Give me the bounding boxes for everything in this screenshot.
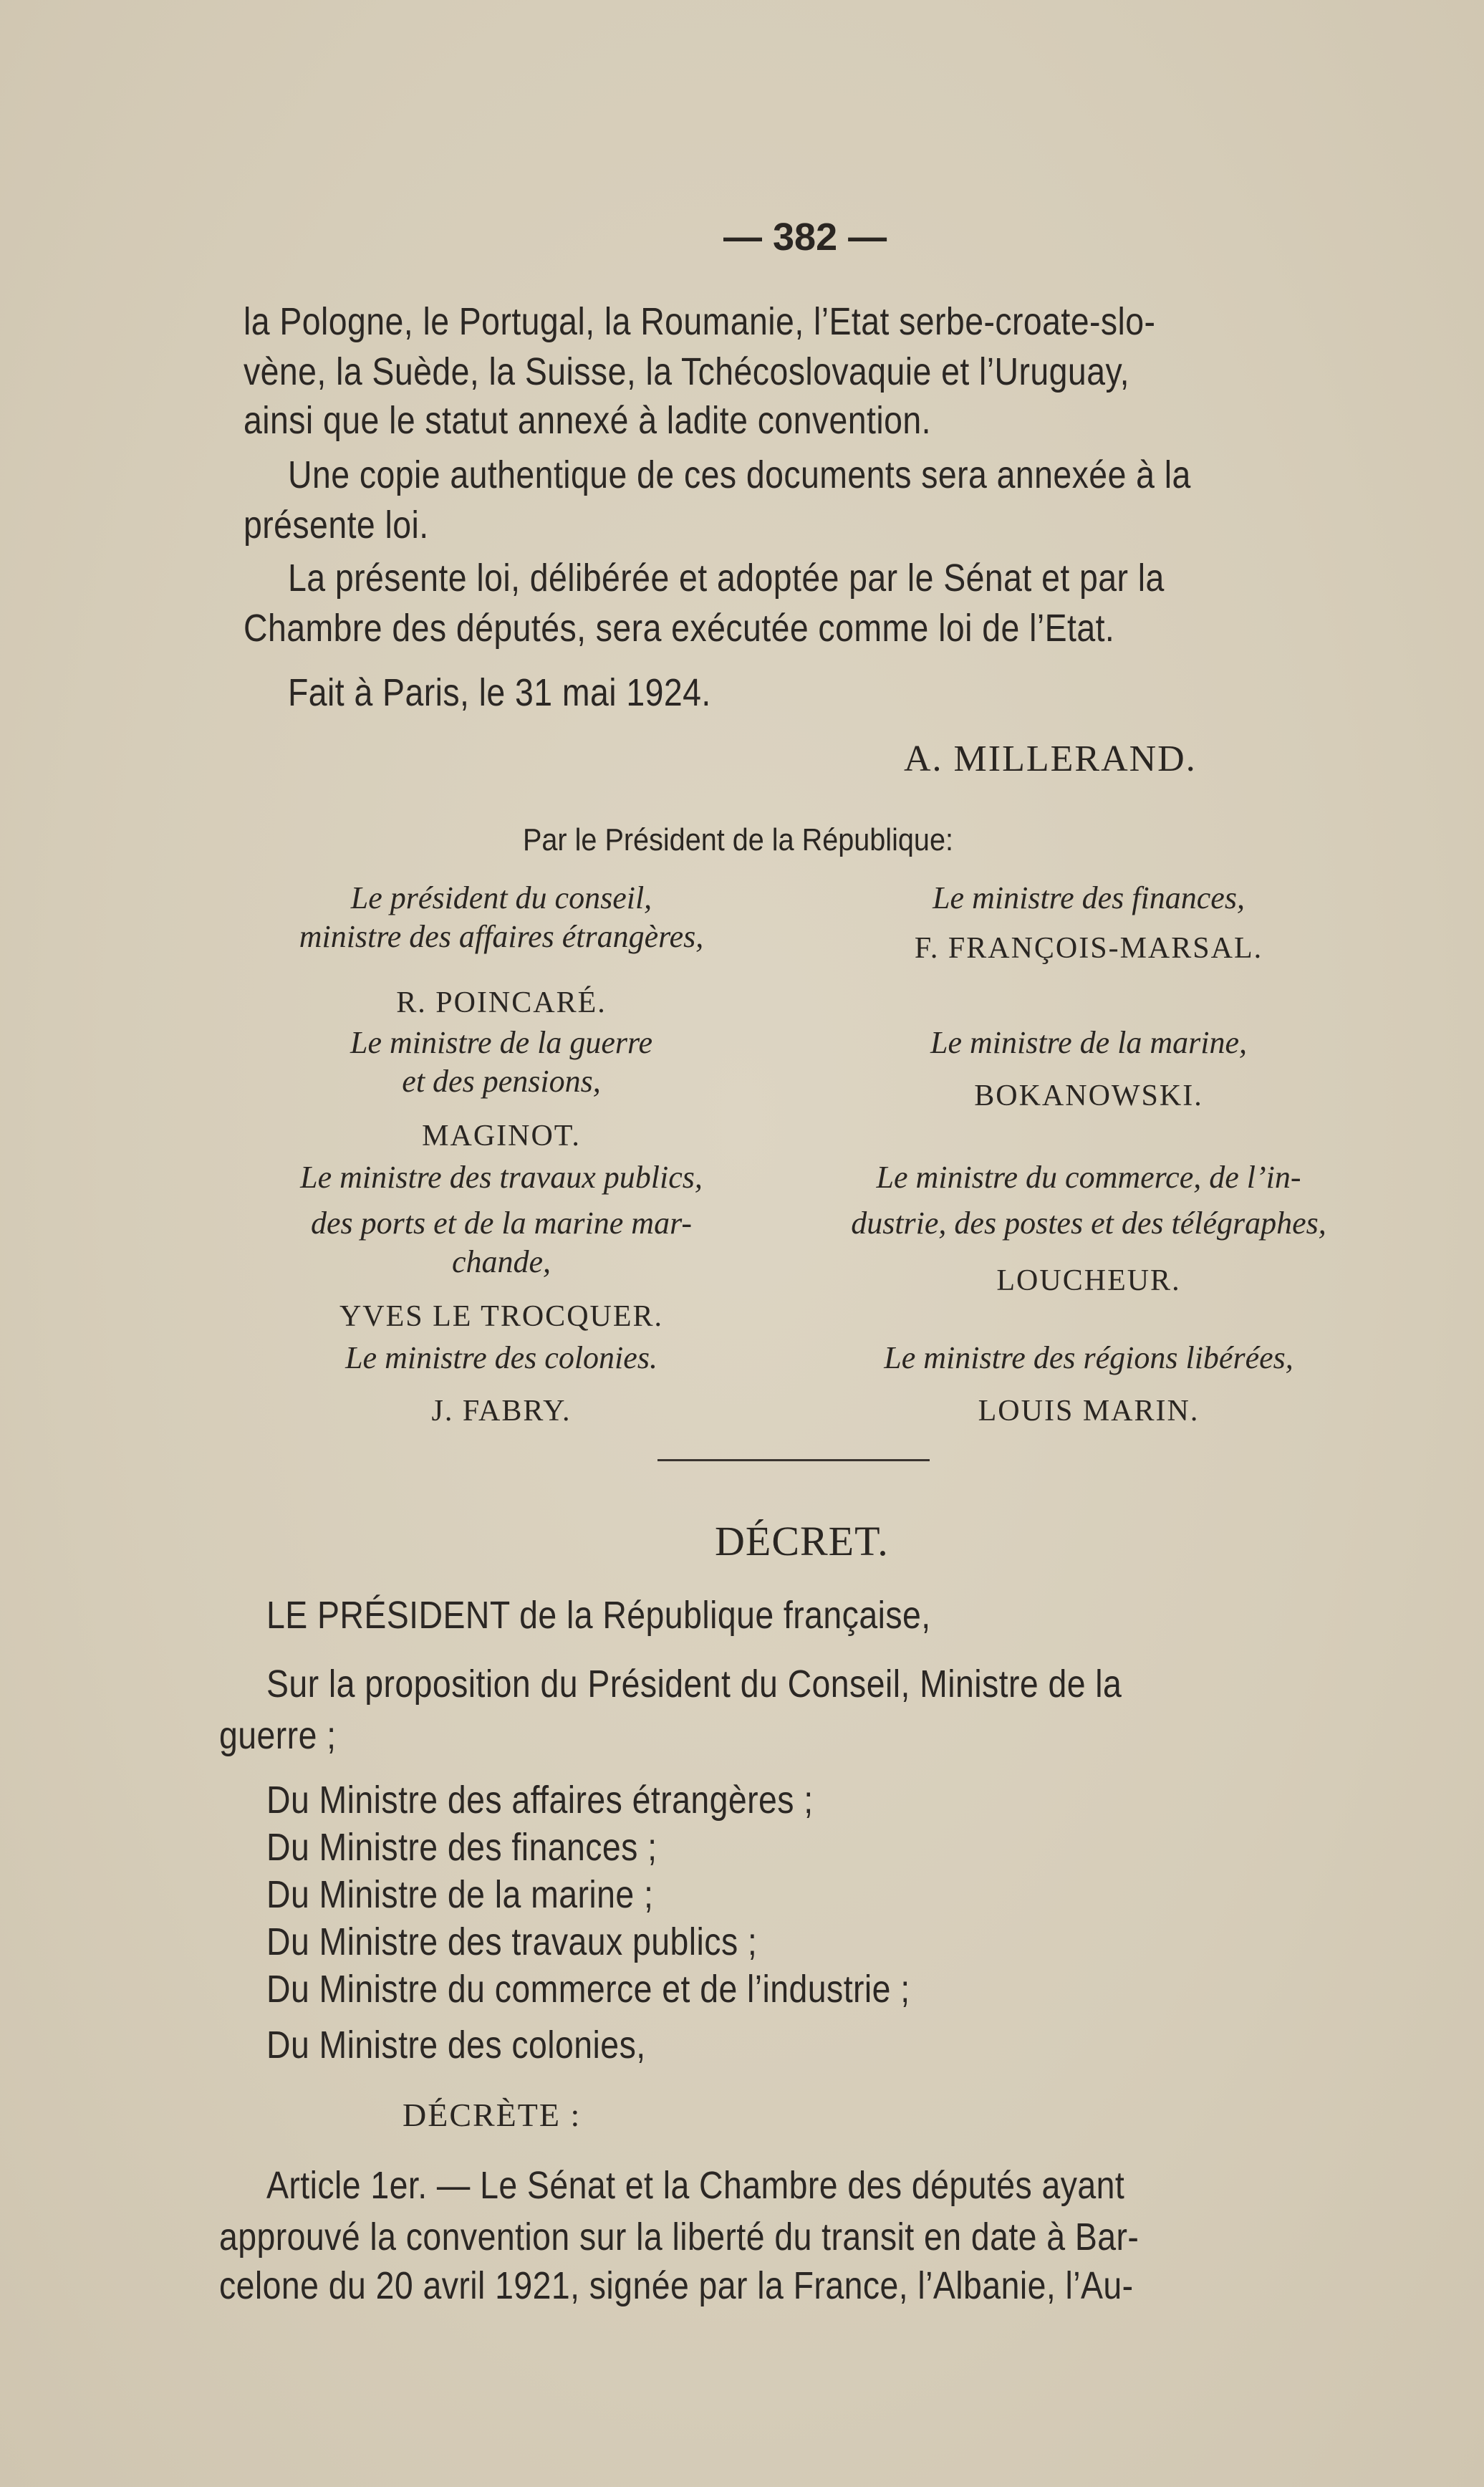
par-le-president: Par le Président de la République:: [523, 822, 953, 857]
dated-line: Fait à Paris, le 31 mai 1924.: [288, 671, 711, 714]
minister-title: Le ministre du commerce, de l’in-: [876, 1160, 1301, 1195]
minister-title: Le ministre de la marine,: [930, 1025, 1247, 1060]
decret-title: DÉCRET.: [715, 1518, 889, 1564]
paragraph-line: présente loi.: [244, 504, 429, 547]
page-number: — 382 —: [723, 216, 887, 259]
minister-name: F. FRANÇOIS-MARSAL.: [914, 932, 1263, 965]
decrete-heading: DÉCRÈTE :: [403, 2097, 582, 2133]
decret-line: LE PRÉSIDENT de la République française,: [266, 1594, 931, 1637]
article-line: Article 1er. — Le Sénat et la Chambre des députés ayant: [266, 2164, 1125, 2207]
minister-title: ministre des affaires étrangères,: [299, 919, 704, 954]
decret-line: Du Ministre des colonies,: [266, 2024, 646, 2067]
paragraph-line: La présente loi, délibérée et adoptée par le Sénat et par la: [288, 557, 1165, 600]
minister-name: LOUCHEUR.: [996, 1264, 1181, 1297]
minister-title: Le ministre des travaux publics,: [300, 1160, 703, 1195]
minister-title: et des pensions,: [402, 1064, 601, 1099]
article-line: approuvé la convention sur la liberté du transit en date à Bar-: [219, 2216, 1140, 2258]
section-divider: [657, 1459, 930, 1461]
paragraph-line: Une copie authentique de ces documents sera annexée à la: [288, 453, 1191, 496]
decret-line: Sur la proposition du Président du Conseil, Ministre de la: [266, 1663, 1122, 1706]
decret-line: Du Ministre des affaires étrangères ;: [266, 1779, 814, 1822]
minister-title: Le ministre des régions libérées,: [884, 1340, 1293, 1375]
minister-title: dustrie, des postes et des télégraphes,: [851, 1206, 1326, 1241]
minister-title: Le ministre des finances,: [933, 880, 1245, 915]
minister-title: des ports et de la marine mar-: [311, 1206, 692, 1241]
president-signature: A. MILLERAND.: [904, 739, 1197, 779]
minister-name: BOKANOWSKI.: [974, 1079, 1203, 1112]
minister-title: Le ministre des colonies.: [345, 1340, 657, 1375]
paragraph-line: la Pologne, le Portugal, la Roumanie, l’Etat serbe-croate-slo-: [244, 300, 1156, 343]
article-line: celone du 20 avril 1921, signée par la France, l’Albanie, l’Au-: [219, 2264, 1134, 2307]
decret-line: Du Ministre de la marine ;: [266, 1873, 654, 1916]
minister-name: MAGINOT.: [422, 1120, 581, 1153]
paragraph-line: Chambre des députés, sera exécutée comme loi de l’Etat.: [244, 607, 1115, 650]
decret-line: Du Ministre des travaux publics ;: [266, 1920, 758, 1963]
minister-name: LOUIS MARIN.: [978, 1395, 1200, 1428]
decret-line: Du Ministre du commerce et de l’industrie ;: [266, 1968, 910, 2011]
minister-title: chande,: [451, 1244, 551, 1279]
paragraph-line: ainsi que le statut annexé à ladite convention.: [244, 399, 931, 442]
decret-line: guerre ;: [219, 1714, 337, 1757]
minister-name: YVES LE TROCQUER.: [339, 1300, 664, 1333]
minister-name: J. FABRY.: [431, 1395, 572, 1428]
decret-line: Du Ministre des finances ;: [266, 1826, 657, 1869]
paragraph-line: vène, la Suède, la Suisse, la Tchécoslovaquie et l’Uruguay,: [244, 350, 1129, 393]
minister-title: Le président du conseil,: [350, 880, 652, 915]
minister-name: R. POINCARÉ.: [396, 986, 607, 1019]
minister-title: Le ministre de la guerre: [350, 1025, 653, 1060]
